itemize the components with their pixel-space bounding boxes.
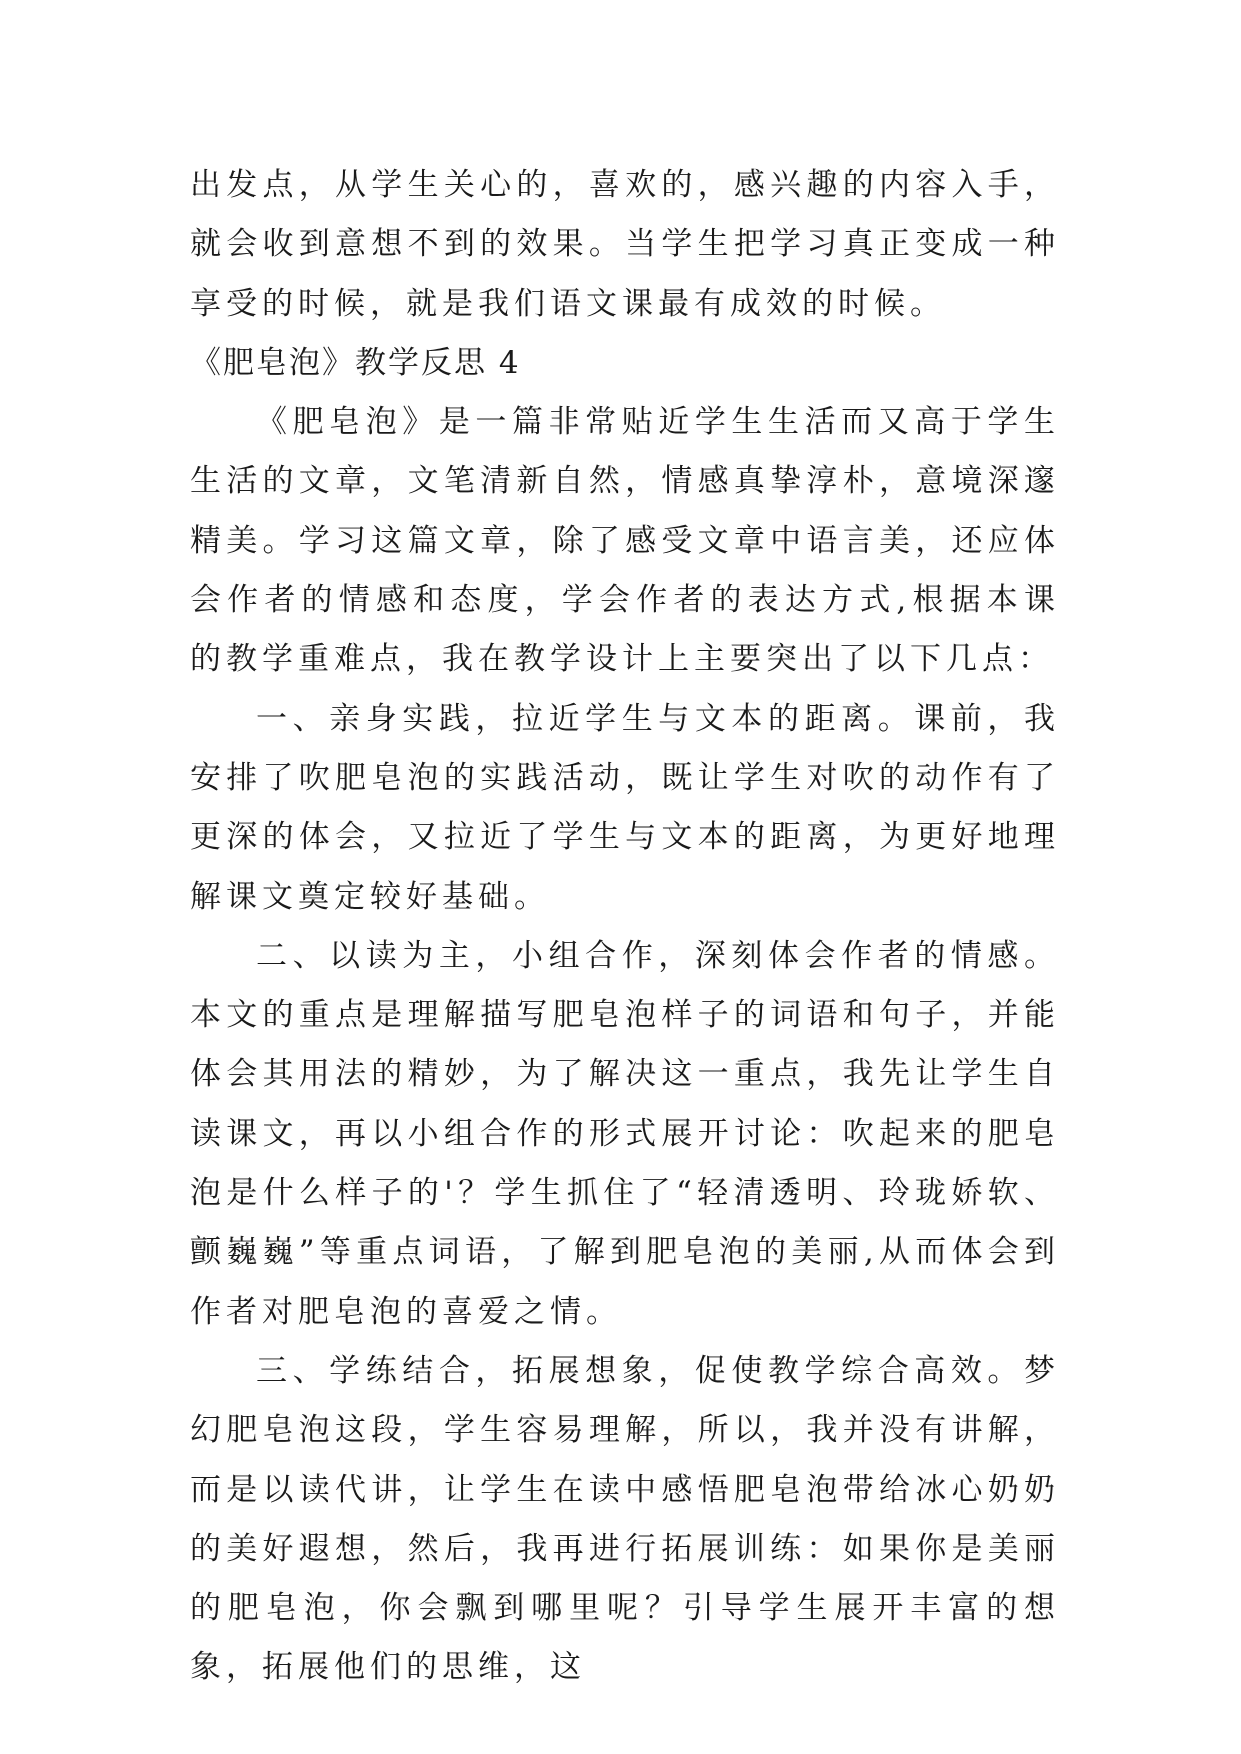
section-heading: 《肥皂泡》教学反思 4: [190, 344, 521, 381]
paragraph-continuation: 出发点，从学生关心的，喜欢的，感兴趣的内容入手，就会收到意想不到的效果。当学生把学习真正变成一种享受的时候，就是我们语文课最有成效的时候。: [190, 167, 1060, 322]
paragraph-point-two: 二、以读为主，小组合作，深刻体会作者的情感。本文的重点是理解描写肥皂泡样子的词语和句子，并能体会其用法的精妙，为了解决这一重点，我先让学生自读课文，再以小组合作的形式展开讨论：吹起来的肥皂泡是什么样子的'？学生抓住了“轻清透明、玲珑娇软、颤巍巍”等重点词语，了解到肥皂泡的美丽,从而体会到作者对肥皂泡的喜爱之情。: [190, 937, 1060, 1330]
document-body: [190, 156, 1060, 1698]
paragraph-point-one: 一、亲身实践，拉近学生与文本的距离。课前，我安排了吹肥皂泡的实践活动，既让学生对吹的动作有了更深的体会，又拉近了学生与文本的距离，为更好地理解课文奠定较好基础。: [190, 700, 1060, 915]
paragraph-intro: 《肥皂泡》是一篇非常贴近学生生活而又高于学生生活的文章，文笔清新自然，情感真挚淳朴，意境深邃精美。学习这篇文章，除了感受文章中语言美，还应体会作者的情感和态度，学会作者的表达方式,根据本课的教学重难点，我在教学设计上主要突出了以下几点：: [190, 404, 1060, 678]
paragraph-point-three: 三、学练结合，拓展想象，促使教学综合高效。梦幻肥皂泡这段，学生容易理解，所以，我并没有讲解，而是以读代讲，让学生在读中感悟肥皂泡带给冰心奶奶的美好遐想，然后，我再进行拓展训练：如果你是美丽的肥皂泡，你会飘到哪里呢？引导学生展开丰富的想象，拓展他们的思维，这: [190, 1352, 1060, 1686]
